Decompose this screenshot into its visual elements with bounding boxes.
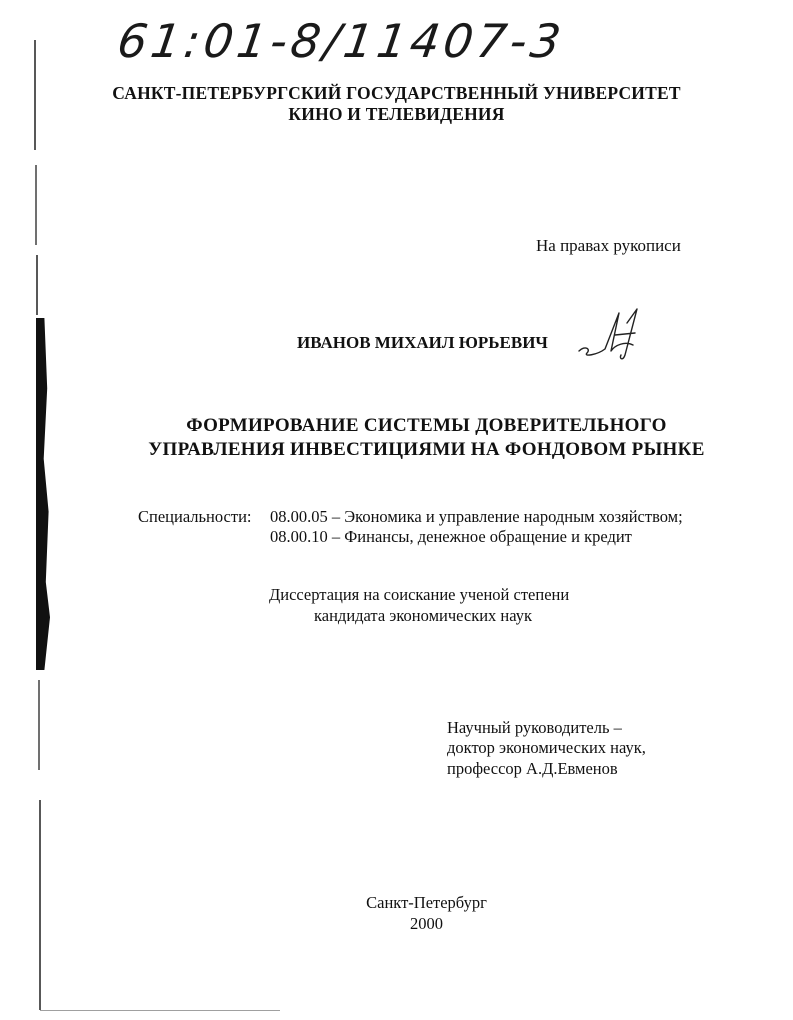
specialties-label: Специальности: [138,507,252,526]
author-signature [575,305,655,365]
scan-artifact-bar [36,318,50,670]
supervisor-line1: Научный руководитель – [447,718,622,737]
manuscript-rights-note: На правах рукописи [536,236,681,255]
scan-artifact-line [35,165,37,245]
scan-artifact-line [38,680,40,770]
dissertation-title-line2: УПРАВЛЕНИЯ ИНВЕСТИЦИЯМИ НА ФОНДОВОМ РЫНКЕ [148,439,705,460]
scan-artifact-line [40,1010,280,1011]
year: 2000 [410,914,443,933]
supervisor-line3: профессор А.Д.Евменов [447,759,618,778]
dissertation-title-line1: ФОРМИРОВАНИЕ СИСТЕМЫ ДОВЕРИТЕЛЬНОГО [186,415,667,436]
specialty-item: 08.00.10 – Финансы, денежное обращение и кредит [270,527,632,546]
university-name-line1: САНКТ-ПЕТЕРБУРГСКИЙ ГОСУДАРСТВЕННЫЙ УНИВЕРСИТЕТ [112,83,681,103]
university-name-line2: КИНО И ТЕЛЕВИДЕНИЯ [288,104,505,124]
dissertation-degree-line2: кандидата экономических наук [314,606,533,625]
dissertation-degree-line1: Диссертация на соискание ученой степени [269,585,570,604]
specialty-item: 08.00.05 – Экономика и управление народным хозяйством; [270,507,683,526]
supervisor-line2: доктор экономических наук, [447,738,646,757]
city: Санкт-Петербург [366,893,487,912]
author-name: ИВАНОВ МИХАИЛ ЮРЬЕВИЧ [297,333,548,352]
archive-number-handwritten: 61:01-8/11407-3 [114,14,568,68]
scan-artifact-line [36,255,38,315]
